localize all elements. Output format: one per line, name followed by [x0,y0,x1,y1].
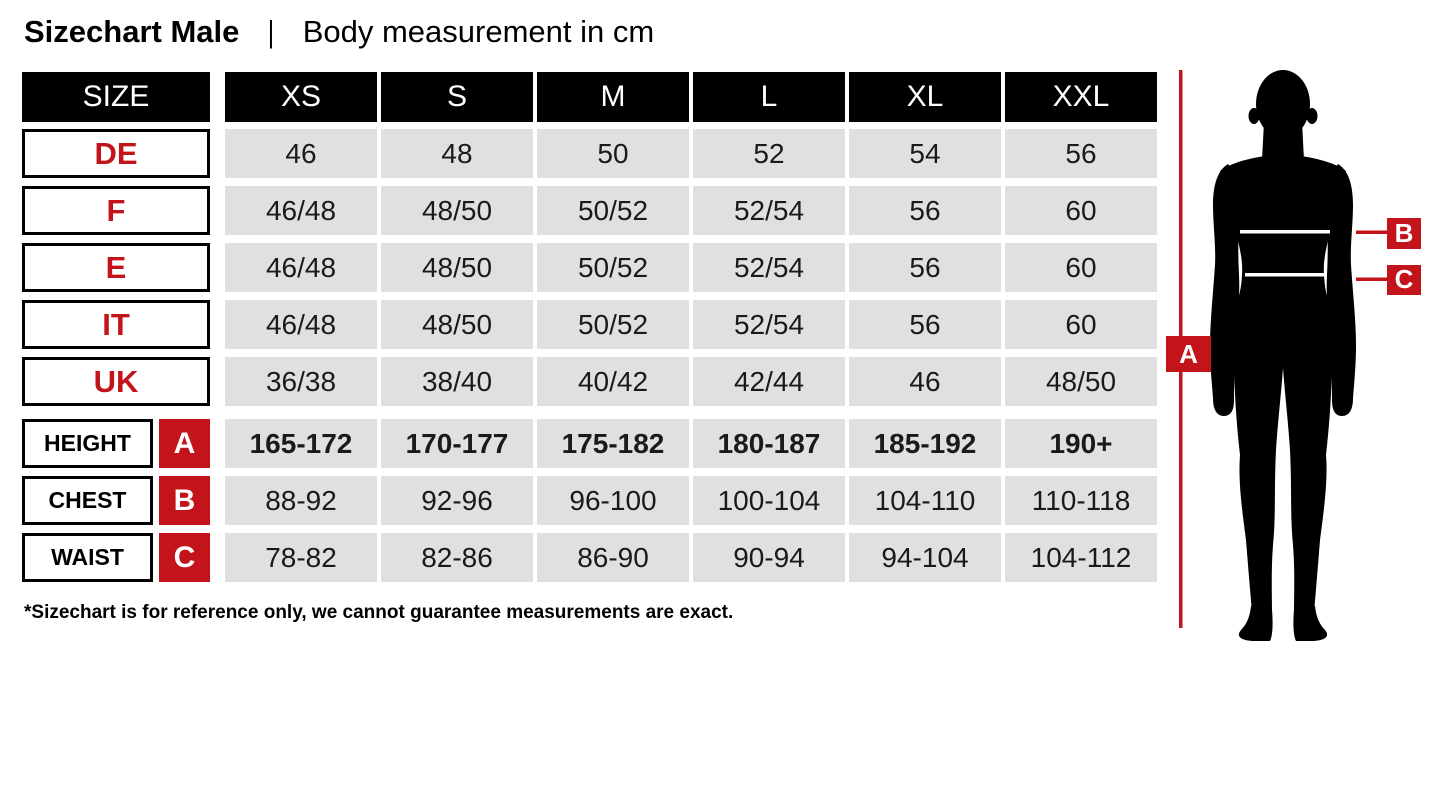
male-silhouette-svg [1160,60,1441,660]
badge-b: B [159,476,210,525]
waist-line [1245,273,1324,277]
table-cell: 48 [381,129,533,178]
size-table [22,72,1161,590]
table-cell: 92-96 [381,476,533,525]
table-cell: 50/52 [537,186,689,235]
table-cell: 50/52 [537,300,689,349]
table-cell: 110-118 [1005,476,1157,525]
table-cell: 36/38 [225,357,377,406]
table-row-height [22,419,1161,468]
table-cell: 48/50 [381,243,533,292]
figure-badge-a [1166,336,1211,372]
table-cell: 60 [1005,300,1157,349]
table-row-chest [22,476,1161,525]
table-cell: 175-182 [537,419,689,468]
table-cell: 190+ [1005,419,1157,468]
figure-badge-b-label: B [1394,218,1414,248]
header-col-xl: XL [849,72,1001,122]
table-cell: 86-90 [537,533,689,582]
row-label-height: HEIGHT [22,419,153,468]
table-row-e [22,243,1161,292]
waist-connector-line [1356,278,1387,282]
table-cell: 46 [225,129,377,178]
table-cell: 56 [1005,129,1157,178]
table-cell: 50/52 [537,243,689,292]
table-cell: 56 [849,300,1001,349]
table-cell: 104-112 [1005,533,1157,582]
table-cell: 185-192 [849,419,1001,468]
table-cell: 170-177 [381,419,533,468]
table-cell: 48/50 [1005,357,1157,406]
table-cell: 94-104 [849,533,1001,582]
title-main: Sizechart Male [24,14,240,49]
row-label-it: IT [22,300,210,349]
badge-c: C [159,533,210,582]
table-cell: 90-94 [693,533,845,582]
table-cell: 38/40 [381,357,533,406]
figure-badge-b [1387,218,1421,249]
title-separator: | [267,14,275,49]
table-cell: 46 [849,357,1001,406]
row-label-uk: UK [22,357,210,406]
table-cell: 180-187 [693,419,845,468]
header-col-xs: XS [225,72,377,122]
table-row-it [22,300,1161,349]
row-label-chest: CHEST [22,476,153,525]
table-row-de [22,129,1161,178]
badge-a: A [159,419,210,468]
header-corner-size: SIZE [22,72,210,122]
row-label-e: E [22,243,210,292]
table-row-uk [22,357,1161,406]
table-cell: 46/48 [225,300,377,349]
table-cell: 52/54 [693,300,845,349]
row-label-f: F [22,186,210,235]
chest-line [1240,230,1330,234]
header-col-xxl: XXL [1005,72,1157,122]
page-title [24,14,654,50]
table-cell: 88-92 [225,476,377,525]
table-cell: 96-100 [537,476,689,525]
table-cell: 46/48 [225,186,377,235]
table-cell: 52 [693,129,845,178]
table-cell: 52/54 [693,186,845,235]
table-cell: 48/50 [381,300,533,349]
table-cell: 56 [849,186,1001,235]
male-figure [1160,60,1441,660]
header-col-m: M [537,72,689,122]
table-cell: 50 [537,129,689,178]
figure-badge-c [1387,264,1421,295]
table-cell: 52/54 [693,243,845,292]
table-cell: 54 [849,129,1001,178]
row-label-waist: WAIST [22,533,153,582]
table-cell: 48/50 [381,186,533,235]
footnote: *Sizechart is for reference only, we cannot guarantee measurements are exact. [24,602,734,623]
table-cell: 46/48 [225,243,377,292]
figure-badge-c-label: C [1394,264,1414,294]
figure-badge-a-label: A [1179,339,1198,369]
male-silhouette [1210,70,1356,641]
table-header-row [22,72,1161,122]
table-cell: 104-110 [849,476,1001,525]
header-col-s: S [381,72,533,122]
row-label-de: DE [22,129,210,178]
table-cell: 56 [849,243,1001,292]
table-cell: 60 [1005,243,1157,292]
table-row-waist [22,533,1161,582]
table-cell: 100-104 [693,476,845,525]
table-cell: 60 [1005,186,1157,235]
title-subtitle: Body measurement in cm [302,14,655,49]
table-cell: 165-172 [225,419,377,468]
chest-connector-line [1356,231,1387,235]
table-cell: 82-86 [381,533,533,582]
table-cell: 78-82 [225,533,377,582]
table-cell: 40/42 [537,357,689,406]
table-cell: 42/44 [693,357,845,406]
header-col-l: L [693,72,845,122]
table-row-f [22,186,1161,235]
